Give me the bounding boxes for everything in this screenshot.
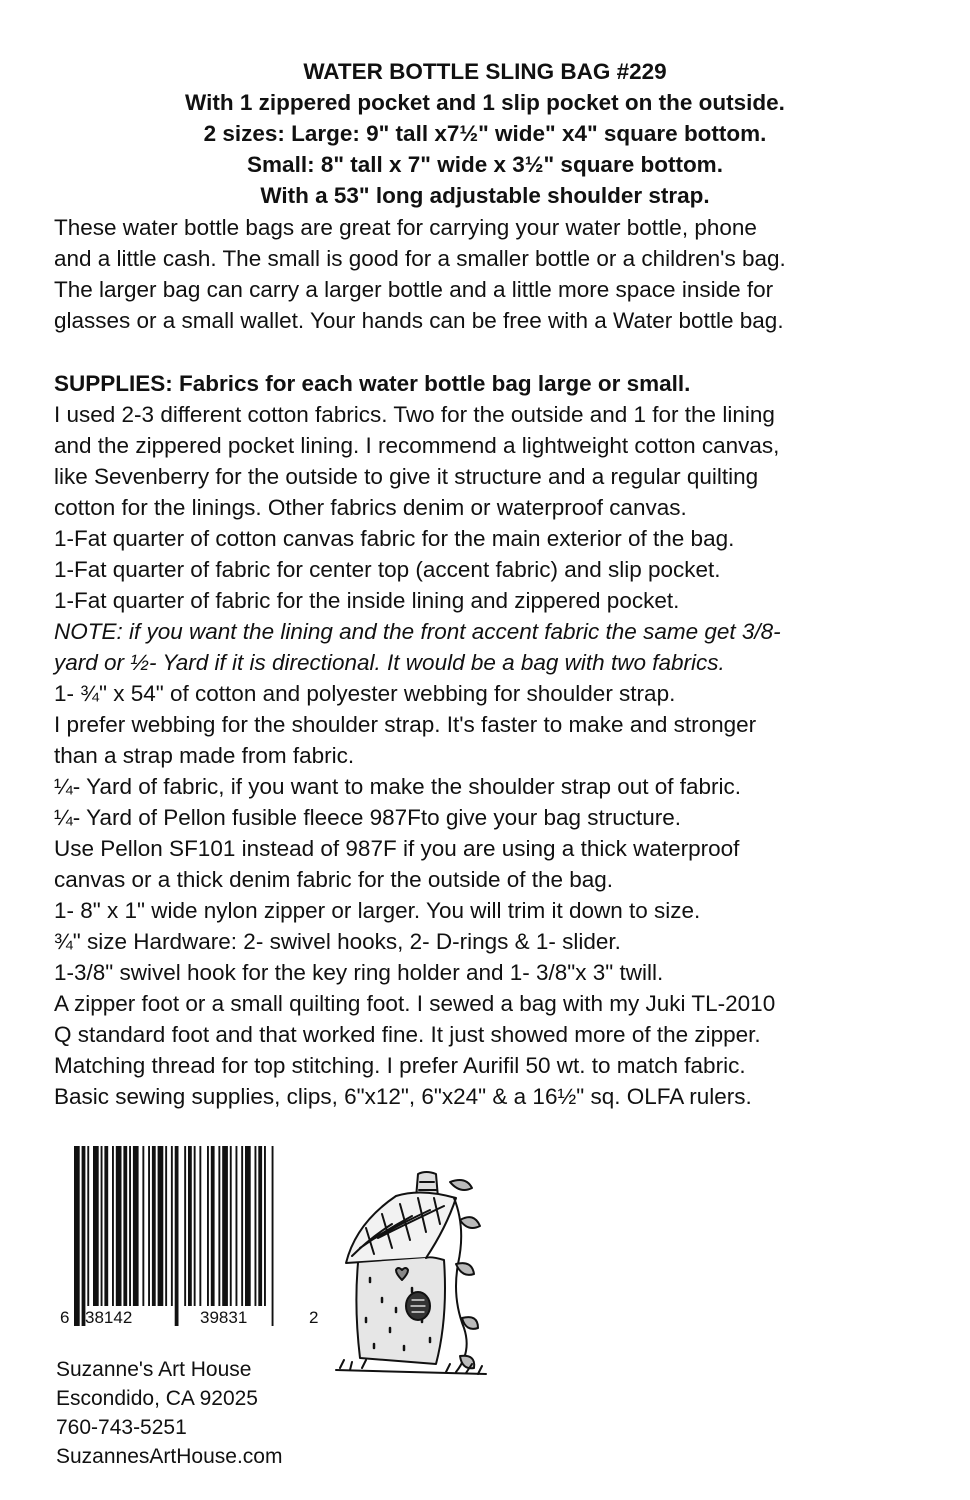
intro-paragraph	[54, 212, 944, 336]
subtitle-pockets: With 1 zippered pocket and 1 slip pocket on the outside.	[185, 90, 785, 115]
company-address	[56, 1355, 282, 1471]
pattern-title: WATER BOTTLE SLING BAG #229	[303, 59, 667, 84]
supplies-line: 1- ¾" x 54" of cotton and polyester webbing for shoulder strap.	[54, 681, 676, 706]
supplies-line: than a strap made from fabric.	[54, 743, 355, 768]
barcode-digit-first: 6	[60, 1308, 70, 1327]
supplies-line: ¼- Yard of Pellon fusible fleece 987Fto give your bag structure.	[54, 805, 682, 830]
supplies-line: like Sevenberry for the outside to give it structure and a regular quilting	[54, 464, 759, 489]
supplies-line: 1-3/8" swivel hook for the key ring holder and 1- 3/8"x 3" twill.	[54, 960, 664, 985]
supplies-line: ¾" size Hardware: 2- swivel hooks, 2- D-rings & 1- slider.	[54, 929, 621, 954]
supplies-line: Matching thread for top stitching. I prefer Aurifil 50 wt. to match fabric.	[54, 1053, 746, 1078]
supplies-line: I used 2-3 different cotton fabrics. Two for the outside and 1 for the lining	[54, 402, 775, 427]
subtitle-small-size: Small: 8" tall x 7" wide x 3½" square bottom.	[247, 152, 723, 177]
supplies-line: Use Pellon SF101 instead of 987F if you are using a thick waterproof	[54, 836, 740, 861]
supplies-note-line: yard or ½- Yard if it is directional. It would be a bag with two fabrics.	[54, 650, 725, 675]
supplies-line: canvas or a thick denim fabric for the outside of the bag.	[54, 867, 614, 892]
intro-line: and a little cash. The small is good for a smaller bottle or a children's bag.	[54, 246, 786, 271]
supplies-line: 1-Fat quarter of fabric for center top (accent fabric) and slip pocket.	[54, 557, 721, 582]
supplies-heading: SUPPLIES: Fabrics for each water bottle bag large or small.	[54, 371, 691, 396]
birdhouse-illustration	[326, 1168, 496, 1398]
barcode-group-right: 39831	[200, 1308, 248, 1327]
supplies-line: 1-Fat quarter of fabric for the inside lining and zippered pocket.	[54, 588, 680, 613]
supplies-line: A zipper foot or a small quilting foot. I sewed a bag with my Juki TL-2010	[54, 991, 776, 1016]
intro-line: These water bottle bags are great for carrying your water bottle, phone	[54, 215, 757, 240]
supplies-line: I prefer webbing for the shoulder strap. It's faster to make and stronger	[54, 712, 757, 737]
subtitle-large-size: 2 sizes: Large: 9" tall x7½" wide" x4" square bottom.	[203, 121, 767, 146]
company-city: Escondido, CA 92025	[56, 1387, 258, 1410]
supplies-section	[54, 368, 944, 1112]
supplies-line: 1- 8" x 1" wide nylon zipper or larger. You will trim it down to size.	[54, 898, 701, 923]
barcode-digit-last: 2	[309, 1308, 319, 1327]
supplies-line: and the zippered pocket lining. I recommend a lightweight cotton canvas,	[54, 433, 780, 458]
intro-line: The larger bag can carry a larger bottle and a little more space inside for	[54, 277, 774, 302]
supplies-line: 1-Fat quarter of cotton canvas fabric for the main exterior of the bag.	[54, 526, 735, 551]
supplies-line: Q standard foot and that worked fine. It just showed more of the zipper.	[54, 1022, 761, 1047]
barcode-group-left: 38142	[85, 1308, 133, 1327]
upc-barcode	[52, 1138, 322, 1338]
supplies-note-line: NOTE: if you want the lining and the front accent fabric the same get 3/8-	[54, 619, 781, 644]
company-phone: 760-743-5251	[56, 1416, 187, 1439]
supplies-line: cotton for the linings. Other fabrics denim or waterproof canvas.	[54, 495, 687, 520]
subtitle-strap: With a 53" long adjustable shoulder strap.	[260, 183, 710, 208]
company-website: SuzannesArtHouse.com	[56, 1445, 283, 1468]
company-name: Suzanne's Art House	[56, 1358, 252, 1381]
intro-line: glasses or a small wallet. Your hands can be free with a Water bottle bag.	[54, 308, 784, 333]
supplies-line: ¼- Yard of fabric, if you want to make the shoulder strap out of fabric.	[54, 774, 742, 799]
supplies-line: Basic sewing supplies, clips, 6"x12", 6"x24" & a 16½" sq. OLFA rulers.	[54, 1084, 752, 1109]
